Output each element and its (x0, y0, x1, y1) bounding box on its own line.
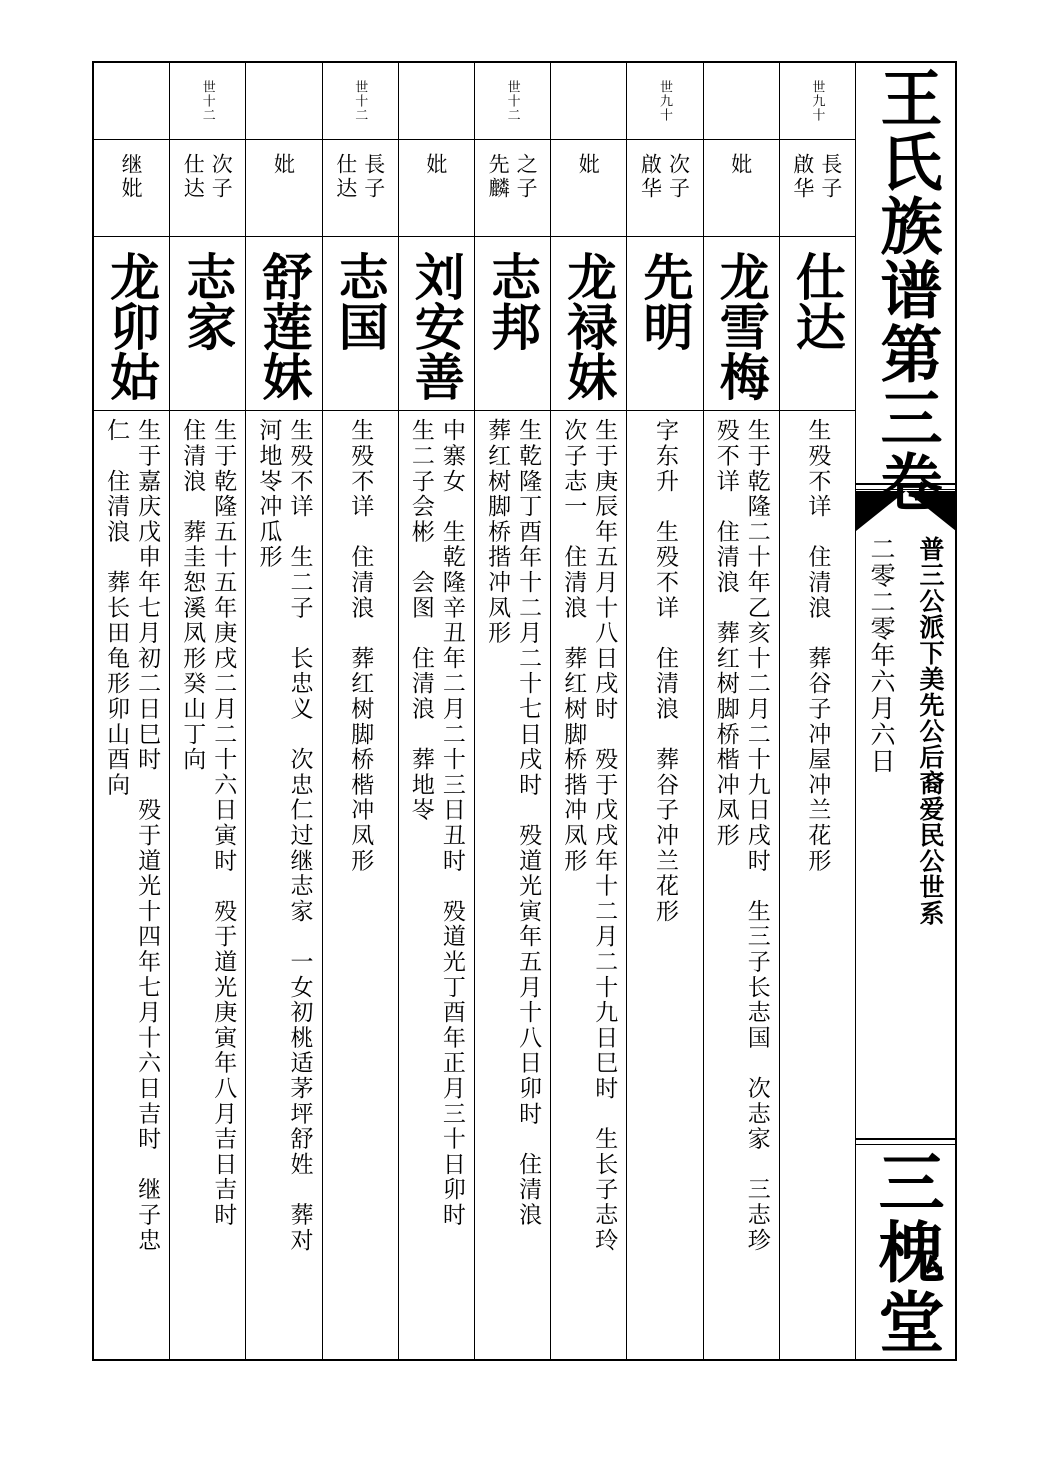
biography-cell (169, 412, 245, 1357)
lineage-subtitle: 普三公派下美先公后裔爱民公世系 (916, 536, 945, 926)
generation-cell (626, 62, 702, 139)
generation-cell (245, 62, 321, 139)
column-divider (703, 61, 704, 1361)
relation-cell (398, 140, 474, 236)
biography-cell-text: 中寨女 生乾隆辛丑年二月二十三日丑时 殁道光丁酉年正月三十日卯时 生二子会彬 会图 住清浪 葬地岺 (407, 418, 465, 1228)
biography-cell (626, 412, 702, 1357)
generation-cell-text: 世十二 (504, 79, 520, 122)
biography-cell-text: 生殁不详 生二子 长忠义 次忠仁过继志家 一女初桃适茅坪舒姓 葬对 河地岺冲瓜形 (255, 418, 313, 1253)
relation-cell (169, 140, 245, 236)
generation-cell-text: 世十二 (199, 79, 215, 122)
person-name-text: 龙禄妹 (559, 251, 619, 401)
title-separator (856, 483, 956, 485)
relation-cell-text: 妣 (423, 153, 448, 177)
biography-cell (322, 412, 398, 1357)
relation-cell (322, 140, 398, 236)
relation-cell-text: 次子啟华 (638, 153, 691, 201)
person-name (474, 237, 550, 409)
biography-cell-text: 生于庚辰年五月十八日戌时 殁于戊戌年十二月二十九日巳时 生长子志玲 次子志一 住清浪 葬红树脚桥揩冲凤形 (560, 418, 618, 1253)
biography-cell (703, 412, 779, 1357)
hall-name: 三槐堂 (867, 1148, 945, 1358)
generation-cell (322, 62, 398, 139)
generation-cell-text: 世九十 (809, 79, 825, 122)
book-title: 王氏族谱第三卷 (870, 66, 943, 514)
person-name-text: 刘安善 (406, 251, 466, 401)
column-divider (626, 61, 627, 1361)
fishtail-ornament (856, 491, 956, 531)
relation-cell-text: 次子仕达 (181, 153, 234, 201)
biography-cell (779, 412, 855, 1357)
person-name (626, 237, 702, 409)
biography-cell-text: 生于乾隆二十年乙亥十二月二十九日戌时 生三子长志国 次志家 三志珍 殁不详 住清浪 葬红树脚桥楷冲凤形 (712, 418, 770, 1253)
biography-cell-text: 生于嘉庆戊申年七月初二日巳时 殁于道光十四年七月十六日吉时 继子忠 仁 住清浪 葬长田龟形卯山酉向 (103, 418, 161, 1253)
person-name (779, 237, 855, 409)
person-name-text: 龙雪梅 (711, 251, 771, 401)
biography-cell (245, 412, 321, 1357)
biography-cell-text: 生于乾隆五十五年庚戌二月二十六日寅时 殁于道光庚寅年八月吉日吉时 住清浪 葬圭恕溪凤形癸山丁向 (179, 418, 237, 1228)
hall-separator-thin (856, 1144, 956, 1145)
relation-cell (245, 140, 321, 236)
person-name (169, 237, 245, 409)
generation-cell (474, 62, 550, 139)
relation-cell-text: 之子先麟 (486, 153, 539, 201)
generation-cell (93, 62, 169, 139)
biography-cell-text: 生殁不详 住清浪 葬谷子冲屋冲兰花形 (804, 418, 831, 874)
person-name-text: 仕达 (787, 251, 847, 351)
column-divider (245, 61, 246, 1361)
person-name-text: 舒莲妹 (254, 251, 314, 401)
relation-cell-text: 長子仕达 (333, 153, 386, 201)
relation-cell (703, 140, 779, 236)
relation-cell (550, 140, 626, 236)
person-name (322, 237, 398, 409)
generation-cell (779, 62, 855, 139)
person-name-text: 志国 (330, 251, 390, 351)
relation-cell (93, 140, 169, 236)
relation-cell (779, 140, 855, 236)
person-name (398, 237, 474, 409)
generation-cell (703, 62, 779, 139)
generation-cell (550, 62, 626, 139)
relation-cell-text: 继妣 (119, 153, 144, 201)
hall-separator (856, 1138, 956, 1140)
column-divider (474, 61, 475, 1361)
biography-cell-text: 字东升 生殁不详 住清浪 葬谷子冲兰花形 (651, 418, 678, 924)
generation-cell (169, 62, 245, 139)
relation-cell (626, 140, 702, 236)
person-name-text: 龙卯姑 (102, 251, 162, 401)
column-divider (169, 61, 170, 1361)
biography-cell (93, 412, 169, 1357)
person-name (93, 237, 169, 409)
generation-cell-text: 世十二 (352, 79, 368, 122)
generation-cell-text: 世九十 (656, 79, 672, 122)
person-name (245, 237, 321, 409)
person-name-text: 志邦 (483, 251, 543, 351)
biography-cell (474, 412, 550, 1357)
column-divider (550, 61, 551, 1361)
person-name (550, 237, 626, 409)
relation-cell-text: 妣 (576, 153, 601, 177)
column-divider (322, 61, 323, 1361)
title-separator-thin (856, 489, 956, 490)
column-divider (398, 61, 399, 1361)
person-name-text: 先明 (635, 251, 695, 351)
biography-cell-text: 生乾隆丁酉年十二月二十七日戌时 殁道光寅年五月十八日卯时 住清浪 葬红树脚桥揩冲凤形 (484, 418, 542, 1228)
biography-cell (398, 412, 474, 1357)
generation-cell (398, 62, 474, 139)
relation-cell-text: 長子啟华 (790, 153, 843, 201)
compile-date: 二零二零年六月六日 (867, 536, 896, 775)
relation-cell (474, 140, 550, 236)
biography-cell (550, 412, 626, 1357)
relation-cell-text: 妣 (728, 153, 753, 177)
person-name (703, 237, 779, 409)
column-divider (779, 61, 780, 1361)
person-name-text: 志家 (178, 251, 238, 351)
biography-cell-text: 生殁不详 住清浪 葬红树脚桥楷冲凤形 (347, 418, 374, 874)
relation-cell-text: 妣 (271, 153, 296, 177)
